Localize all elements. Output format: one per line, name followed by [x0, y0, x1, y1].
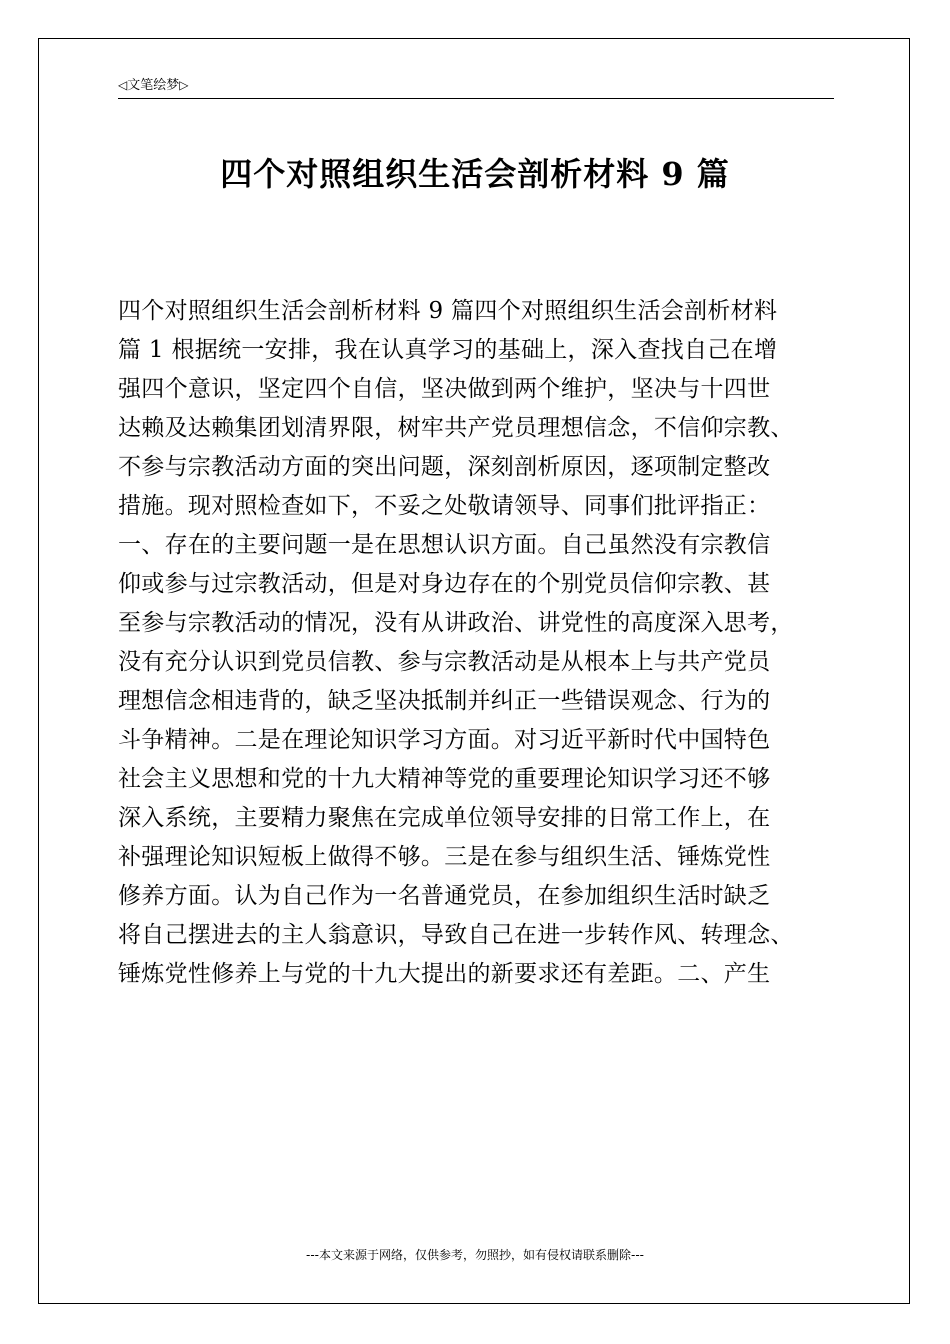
body-line: 锤炼党性修养上与党的十九大提出的新要求还有差距。二、产生 [118, 961, 771, 987]
body-line: 仰或参与过宗教活动，但是对身边存在的个别党员信仰宗教、甚 [118, 571, 771, 597]
right-triangle-icon: ▷ [179, 78, 189, 92]
body-line: 将自己摆进去的主人翁意识，导致自己在进一步转作风、转理念、 [118, 922, 794, 948]
body-line: 四个对照组织生活会剖析材料 9 篇四个对照组织生活会剖析材料 [118, 298, 778, 324]
body-line: 深入系统，主要精力聚焦在完成单位领导安排的日常工作上，在 [118, 805, 771, 831]
body-line: 一、存在的主要问题一是在思想认识方面。自己虽然没有宗教信 [118, 532, 771, 558]
body-line: 篇 1 根据统一安排，我在认真学习的基础上，深入查找自己在增 [118, 337, 778, 363]
body-line: 达赖及达赖集团划清界限，树牢共产党员理想信念，不信仰宗教、 [118, 415, 794, 441]
body-line: 没有充分认识到党员信教、参与宗教活动是从根本上与共产党员 [118, 649, 771, 675]
body-line: 至参与宗教活动的情况，没有从讲政治、讲党性的高度深入思考， [118, 610, 794, 636]
body-line: 补强理论知识短板上做得不够。三是在参与组织生活、锤炼党性 [118, 844, 771, 870]
document-body [118, 292, 838, 994]
document-title: 四个对照组织生活会剖析材料 9 篇 [220, 155, 730, 193]
body-line: 不参与宗教活动方面的突出问题，深刻剖析原因，逐项制定整改 [118, 454, 771, 480]
page-header [118, 76, 834, 99]
body-line: 措施。现对照检查如下，不妥之处敬请领导、同事们批评指正： [118, 493, 771, 519]
body-line: 强四个意识，坚定四个自信，坚决做到两个维护，坚决与十四世 [118, 376, 771, 402]
header-brand: 文笔绘梦 [127, 78, 180, 93]
body-line: 社会主义思想和党的十九大精神等党的重要理论知识学习还不够 [118, 766, 771, 792]
body-line: 修养方面。认为自己作为一名普通党员，在参加组织生活时缺乏 [118, 883, 771, 909]
body-line: 理想信念相违背的，缺乏坚决抵制并纠正一些错误观念、行为的 [118, 688, 771, 714]
left-triangle-icon: ◁ [118, 78, 128, 92]
body-line: 斗争精神。二是在理论知识学习方面。对习近平新时代中国特色 [118, 727, 771, 753]
footer-notice: ---本文来源于网络，仅供参考，勿照抄，如有侵权请联系删除--- [306, 1248, 644, 1262]
